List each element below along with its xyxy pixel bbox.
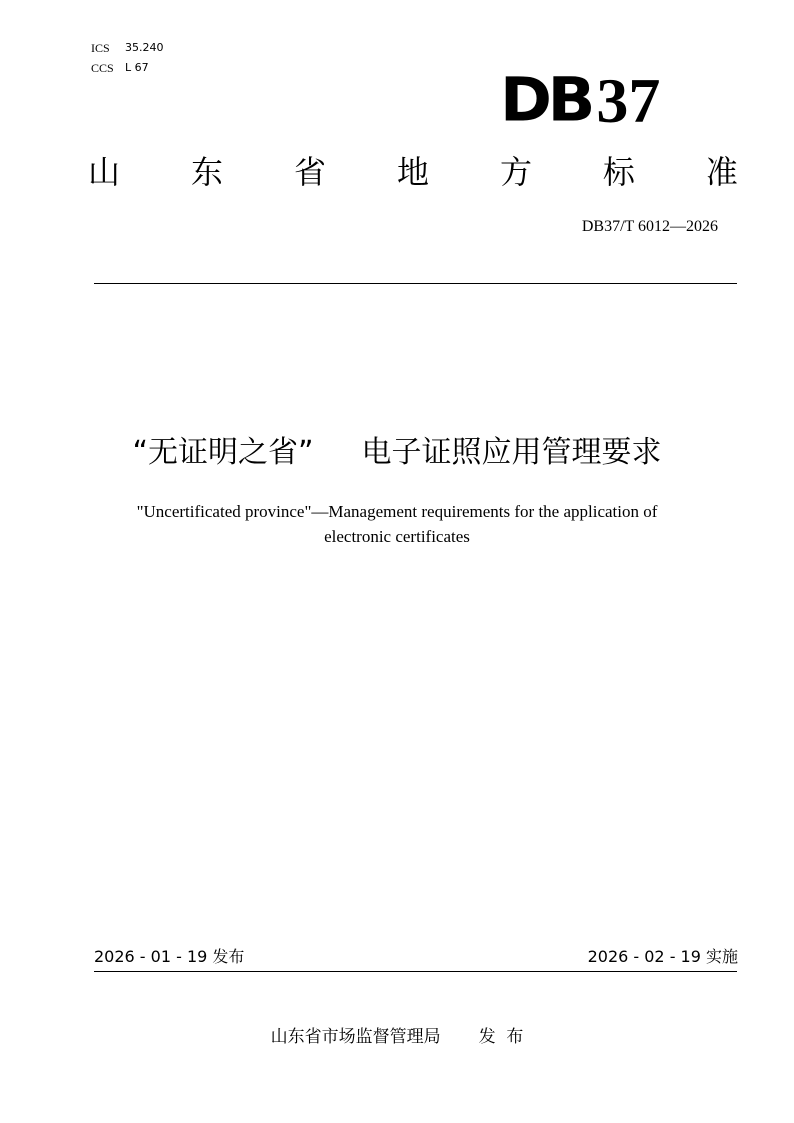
publish-date: 2026 - 01 - 19 发布 bbox=[94, 947, 245, 966]
standard-number: DB37/T 6012—2026 bbox=[581, 218, 718, 235]
ics-row bbox=[91, 38, 164, 58]
ics-label: ICS bbox=[91, 41, 110, 55]
ccs-label: CCS bbox=[91, 61, 114, 75]
standard-char: 准 bbox=[705, 153, 738, 191]
document-title-en bbox=[97, 499, 697, 549]
standard-char: 标 bbox=[602, 153, 635, 191]
logo-letters: DB bbox=[500, 63, 592, 136]
implement-date: 2026 - 02 - 19 实施 bbox=[587, 947, 738, 966]
standard-char: 东 bbox=[190, 153, 223, 191]
top-divider bbox=[94, 283, 737, 284]
title-en-line1: "Uncertificated province"—Management requirements for the application of bbox=[136, 502, 658, 521]
title-cn-part2: 电子证照应用管理要求 bbox=[361, 435, 662, 470]
standard-type-title bbox=[88, 148, 738, 196]
ccs-value: L 67 bbox=[125, 61, 149, 74]
document-title-cn bbox=[0, 430, 794, 476]
classification-codes bbox=[91, 38, 164, 78]
ccs-row bbox=[91, 58, 164, 78]
standard-char: 省 bbox=[293, 153, 326, 191]
standard-char: 地 bbox=[396, 153, 429, 191]
logo-number: 37 bbox=[596, 65, 661, 136]
standard-char: 山 bbox=[88, 153, 121, 191]
issuer bbox=[0, 1025, 794, 1049]
title-cn-part1: “无证明之省” bbox=[132, 435, 314, 470]
db37-logo bbox=[500, 63, 700, 136]
ics-value: 35.240 bbox=[125, 41, 164, 54]
standard-char: 方 bbox=[499, 153, 532, 191]
issuer-action: 发 布 bbox=[478, 1027, 524, 1047]
title-en-line2: electronic certificates bbox=[324, 527, 470, 546]
issuer-org: 山东省市场监督管理局 bbox=[270, 1027, 441, 1047]
bottom-divider bbox=[94, 971, 737, 972]
